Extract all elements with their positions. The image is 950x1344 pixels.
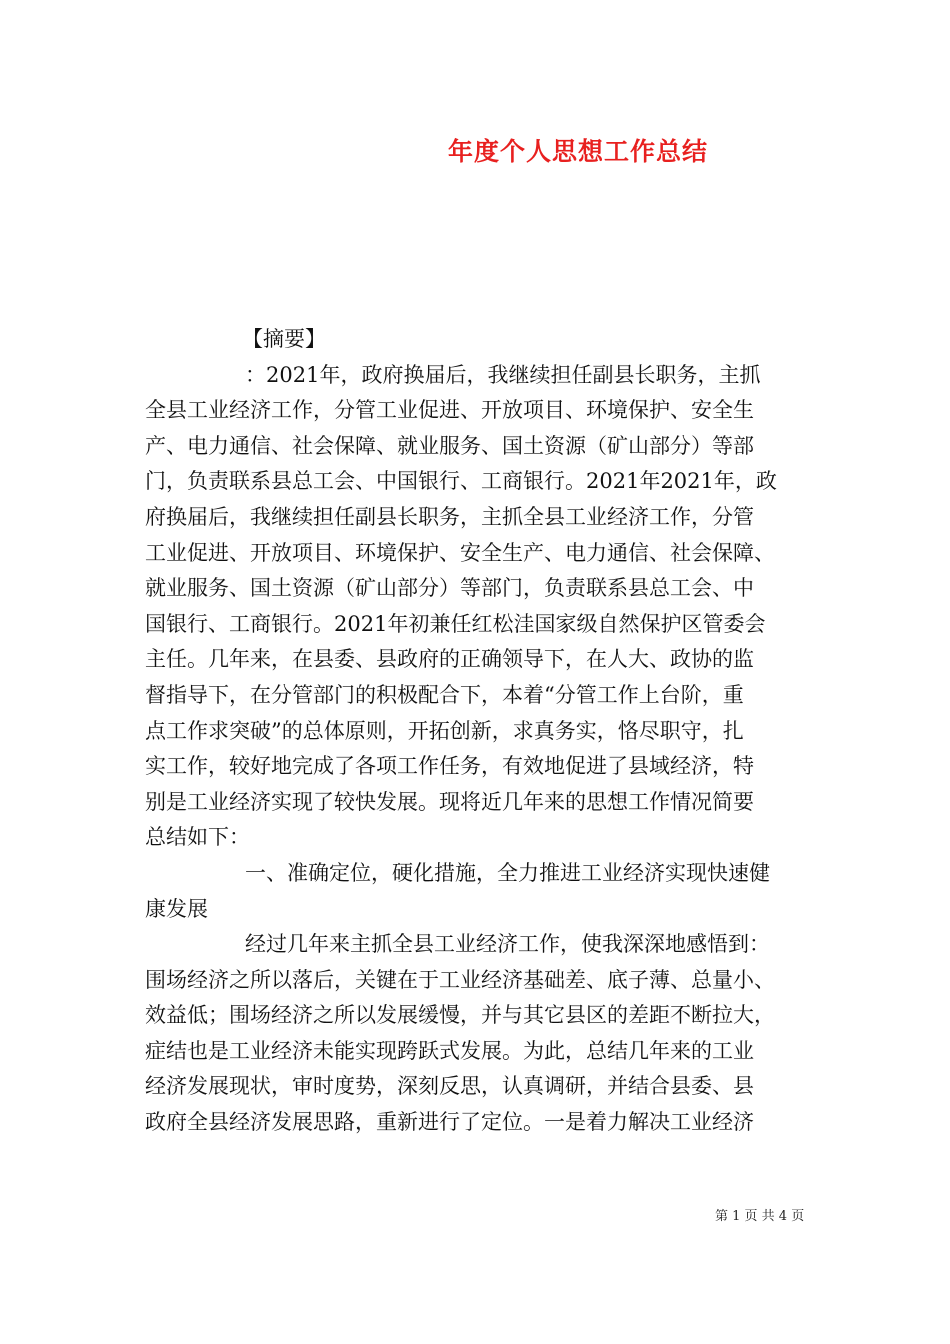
- paragraph-line: 主任。几年来，在县委、县政府的正确领导下，在人大、政协的监: [145, 647, 754, 672]
- paragraph-line: 点工作求突破”的总体原则，开拓创新，求真务实，恪尽职守，扎: [145, 718, 744, 743]
- paragraph-line: 工业促进、开放项目、环境保护、安全生产、电力通信、社会保障、: [145, 540, 775, 565]
- document-title: 年度个人思想工作总结: [448, 137, 709, 166]
- paragraph-line: 实工作，较好地完成了各项工作任务，有效地促进了县域经济，特: [145, 754, 754, 779]
- paragraph-line: ：2021年，政府换届后，我继续担任副县长职务，主抓: [245, 362, 761, 387]
- paragraph-line: 政府全县经济发展思路，重新进行了定位。一是着力解决工业经济: [145, 1110, 754, 1135]
- paragraph-line: 经济发展现状，审时度势，深刻反思，认真调研，并结合县委、县: [145, 1074, 754, 1099]
- paragraph-line: 督指导下，在分管部门的积极配合下，本着“分管工作上台阶，重: [145, 682, 744, 707]
- paragraph-line: 围场经济之所以落后，关键在于工业经济基础差、底子薄、总量小、: [145, 967, 775, 992]
- paragraph-line: 效益低；围场经济之所以发展缓慢，并与其它县区的差距不断拉大，: [145, 1003, 775, 1028]
- paragraph-line: 国银行、工商银行。2021年初兼任红松洼国家级自然保护区管委会: [145, 611, 766, 636]
- paragraph-line: 产、电力通信、社会保障、就业服务、国土资源（矿山部分）等部: [145, 433, 754, 458]
- section-heading-continued: 康发展: [145, 896, 208, 921]
- paragraph-line: 症结也是工业经济未能实现跨跃式发展。为此，总结几年来的工业: [145, 1038, 754, 1063]
- paragraph-line: 经过几年来主抓全县工业经济工作，使我深深地感悟到：: [245, 932, 770, 957]
- paragraph-line: 别是工业经济实现了较快发展。现将近几年来的思想工作情况简要: [145, 789, 754, 814]
- paragraph-line: 总结如下：: [145, 825, 250, 850]
- paragraph-line: 就业服务、国土资源（矿山部分）等部门，负责联系县总工会、中: [145, 576, 754, 601]
- abstract-heading: 【摘要】: [242, 327, 326, 351]
- section-heading: 一、准确定位，硬化措施，全力推进工业经济实现快速健: [245, 860, 770, 885]
- paragraph-line: 门，负责联系县总工会、中国银行、工商银行。2021年2021年，政: [145, 469, 777, 494]
- paragraph-line: 全县工业经济工作，分管工业促进、开放项目、环境保护、安全生: [145, 398, 754, 423]
- page-number: 第 1 页 共 4 页: [715, 1209, 805, 1224]
- paragraph-line: 府换届后，我继续担任副县长职务，主抓全县工业经济工作，分管: [145, 504, 754, 529]
- document-body: [145, 322, 825, 1141]
